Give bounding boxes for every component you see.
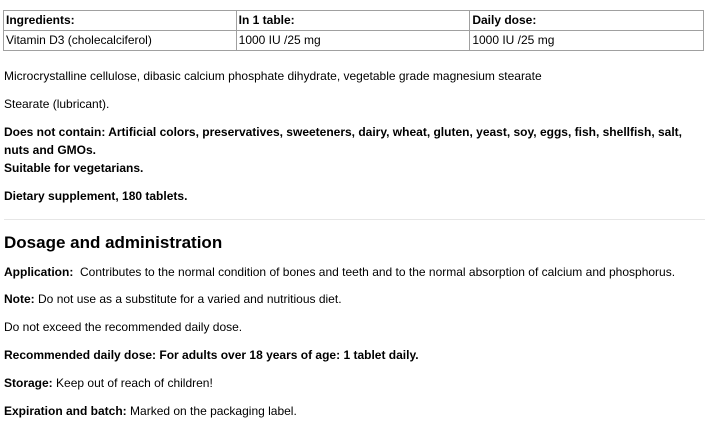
vegetarian-text: Suitable for vegetarians. bbox=[4, 161, 144, 175]
cell-ingredient-name: Vitamin D3 (cholecalciferol) bbox=[4, 31, 237, 51]
header-per-tablet: In 1 table: bbox=[236, 11, 470, 31]
section-divider bbox=[4, 219, 705, 220]
cell-daily-dose: 1000 IU /25 mg bbox=[470, 31, 704, 51]
storage-text: Keep out of reach of children! bbox=[56, 376, 213, 390]
allergen-free-text: Does not contain: Artificial colors, preservatives, sweeteners, dairy, wheat, gluten, yeast, soy, eggs, fish, shellfish, salt, nuts and GMOs. bbox=[4, 125, 682, 157]
excipients-text: Microcrystalline cellulose, dibasic calcium phosphate dihydrate, vegetable grade magnesium stearate bbox=[4, 69, 542, 83]
note-text: Do not use as a substitute for a varied and nutritious diet. bbox=[38, 292, 342, 306]
application-paragraph bbox=[4, 263, 705, 281]
product-info bbox=[4, 10, 705, 420]
ingredients-table bbox=[3, 10, 704, 51]
ingredients-table-header bbox=[4, 11, 704, 31]
storage-paragraph bbox=[4, 374, 705, 392]
application-label: Application: bbox=[4, 265, 74, 279]
header-ingredients: Ingredients: bbox=[4, 11, 237, 31]
recommended-dose: Recommended daily dose: For adults over 18 years of age: 1 tablet daily. bbox=[4, 348, 419, 362]
header-daily-dose: Daily dose: bbox=[470, 11, 704, 31]
note-label: Note: bbox=[4, 292, 35, 306]
cell-per-tablet: 1000 IU /25 mg bbox=[236, 31, 470, 51]
exceed-warning: Do not exceed the recommended daily dose. bbox=[4, 320, 243, 334]
expiration-label: Expiration and batch: bbox=[4, 404, 127, 418]
dosage-heading: Dosage and administration bbox=[4, 233, 223, 252]
application-text: Contributes to the normal condition of bones and teeth and to the normal absorption of calcium and phosphorus. bbox=[80, 265, 676, 279]
stearate-text: Stearate (lubricant). bbox=[4, 97, 110, 111]
storage-label: Storage: bbox=[4, 376, 53, 390]
expiration-text: Marked on the packaging label. bbox=[130, 404, 297, 418]
table-row bbox=[4, 31, 704, 51]
note-paragraph bbox=[4, 290, 705, 308]
expiration-paragraph bbox=[4, 402, 705, 420]
supplement-text: Dietary supplement, 180 tablets. bbox=[4, 189, 188, 203]
